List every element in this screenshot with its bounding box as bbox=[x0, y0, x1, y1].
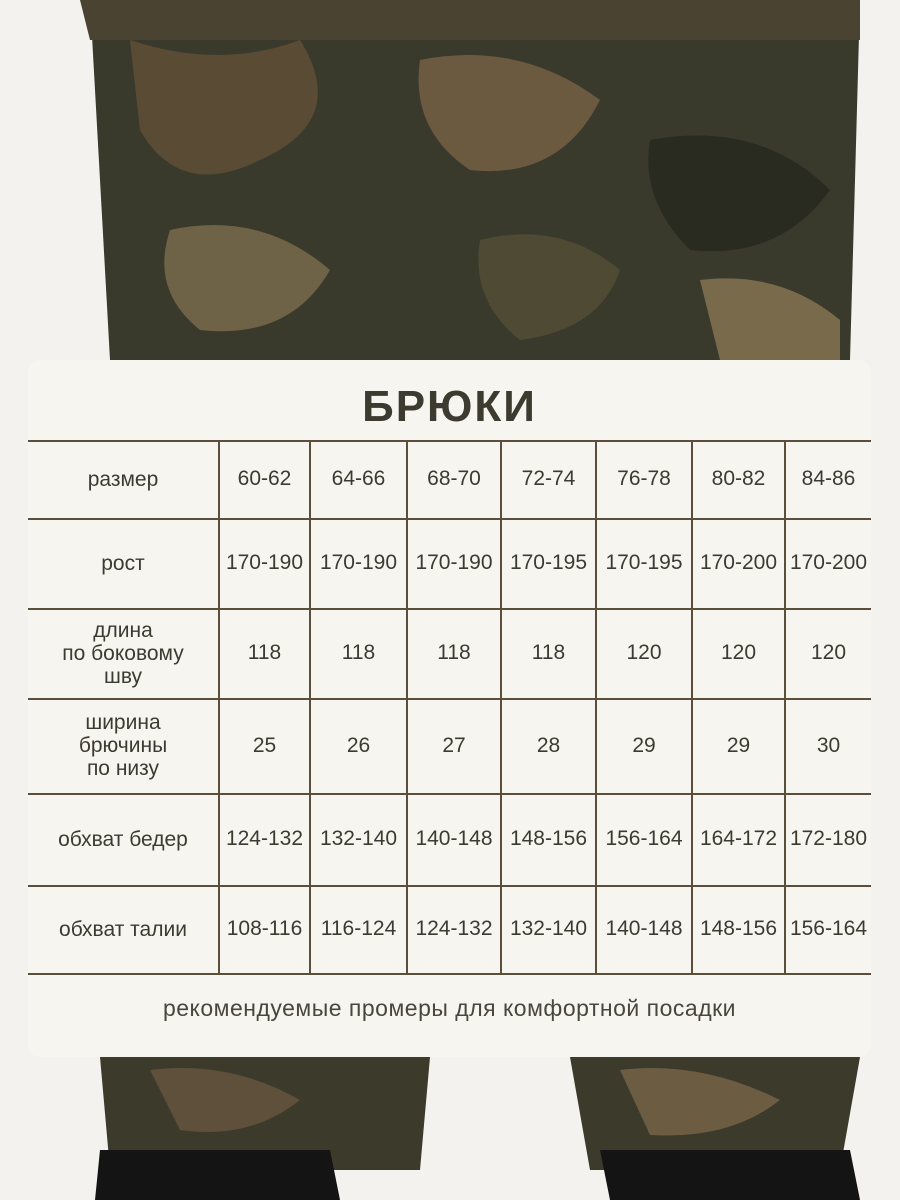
table-cell: 72-74 bbox=[521, 467, 576, 490]
table-cell: 170-190 bbox=[225, 551, 304, 574]
table-cell: 156-164 bbox=[605, 827, 683, 850]
table-cell: 84-86 bbox=[801, 467, 856, 490]
table-cell: 76-78 bbox=[617, 467, 671, 490]
table-cell: 30 bbox=[816, 733, 841, 757]
table-cell: 156-164 bbox=[789, 917, 868, 940]
table-cell: 64-66 bbox=[331, 467, 386, 490]
table-cell: 60-62 bbox=[237, 467, 292, 490]
table-cell: 118 bbox=[341, 641, 376, 664]
table-cell: 124-132 bbox=[415, 917, 493, 940]
table-cell: 29 bbox=[632, 733, 656, 757]
table-cell: 170-195 bbox=[605, 551, 683, 574]
table-row-divider bbox=[28, 973, 871, 975]
table-cell: 170-200 bbox=[699, 551, 778, 574]
table-cell: 118 bbox=[437, 641, 471, 664]
row-label: размер bbox=[87, 467, 159, 491]
chart-title: БРЮКИ bbox=[362, 382, 537, 431]
table-cell: 140-148 bbox=[415, 827, 493, 850]
table-cell: 68-70 bbox=[427, 467, 481, 490]
table-cell: 108-116 bbox=[226, 917, 303, 940]
table-cell: 25 bbox=[252, 733, 277, 757]
table-cell: 148-156 bbox=[699, 917, 778, 940]
row-label: обхват талии bbox=[59, 917, 187, 941]
row-label: обхват бедер bbox=[58, 827, 188, 851]
table-cell: 120 bbox=[720, 641, 757, 664]
recommendation-note: рекомендуемые промеры для комфортной посадки bbox=[162, 995, 737, 1021]
table-cell: 170-200 bbox=[789, 551, 868, 574]
table-cell: 116-124 bbox=[320, 917, 397, 940]
table-cell: 132-140 bbox=[509, 917, 588, 940]
size-chart-card bbox=[28, 360, 871, 1057]
table-cell: 27 bbox=[442, 733, 466, 757]
table-cell: 118 bbox=[247, 641, 282, 664]
table-cell: 172-180 bbox=[789, 827, 868, 850]
table-cell: 124-132 bbox=[225, 827, 304, 850]
table-cell: 148-156 bbox=[509, 827, 588, 850]
row-label: рост bbox=[101, 551, 145, 575]
table-cell: 170-190 bbox=[415, 551, 493, 574]
table-cell: 29 bbox=[726, 733, 751, 757]
table-cell: 26 bbox=[346, 733, 371, 757]
table-cell: 164-172 bbox=[699, 827, 778, 850]
table-cell: 140-148 bbox=[605, 917, 683, 940]
table-cell: 170-195 bbox=[509, 551, 588, 574]
table-cell: 80-82 bbox=[711, 467, 766, 490]
row-label: длина по боковому шву bbox=[62, 618, 184, 688]
table-cell: 120 bbox=[626, 641, 662, 664]
table-cell: 118 bbox=[531, 641, 566, 664]
table-cell: 120 bbox=[810, 641, 847, 664]
row-label: ширина брючины по низу bbox=[78, 711, 168, 780]
table-cell: 170-190 bbox=[319, 551, 398, 574]
table-cell: 28 bbox=[536, 733, 561, 757]
table-cell: 132-140 bbox=[319, 827, 398, 850]
